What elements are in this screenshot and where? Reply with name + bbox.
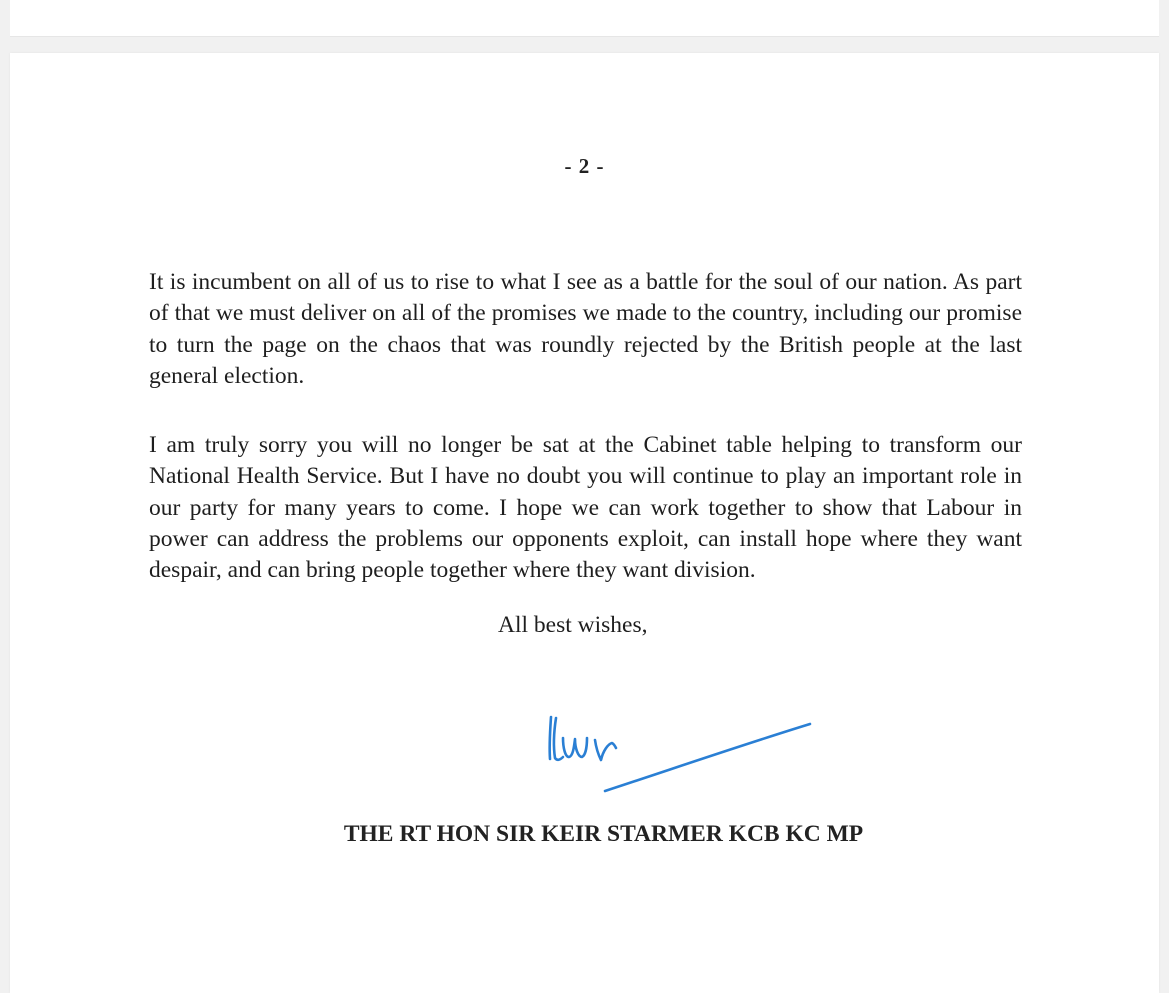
signatory-name: THE RT HON SIR KEIR STARMER KCB KC MP xyxy=(343,821,864,847)
page-number: - 2 - xyxy=(564,154,605,178)
body-paragraph-1: It is incumbent on all of us to rise to what I see as a battle for the soul of our nation. As part of that we must deliver on all of the promises we made to the country, including our promise to turn the page on the chaos that was roundly rejected by the British people at the last general election. xyxy=(149,269,1022,389)
body-paragraph-2: I am truly sorry you will no longer be sat at the Cabinet table helping to transform our National Health Service. But I have no doubt you will continue to play an important role in our party for many years to come. I hope we can work together to show that Labour in power can address the problems our opponents exploit, can install hope where they want despair, and can bring people together where they want division. xyxy=(149,432,1022,584)
previous-page-edge xyxy=(10,0,1159,37)
closing-salutation: All best wishes, xyxy=(498,612,648,638)
letter-page xyxy=(10,53,1159,993)
handwritten-signature xyxy=(538,697,818,797)
